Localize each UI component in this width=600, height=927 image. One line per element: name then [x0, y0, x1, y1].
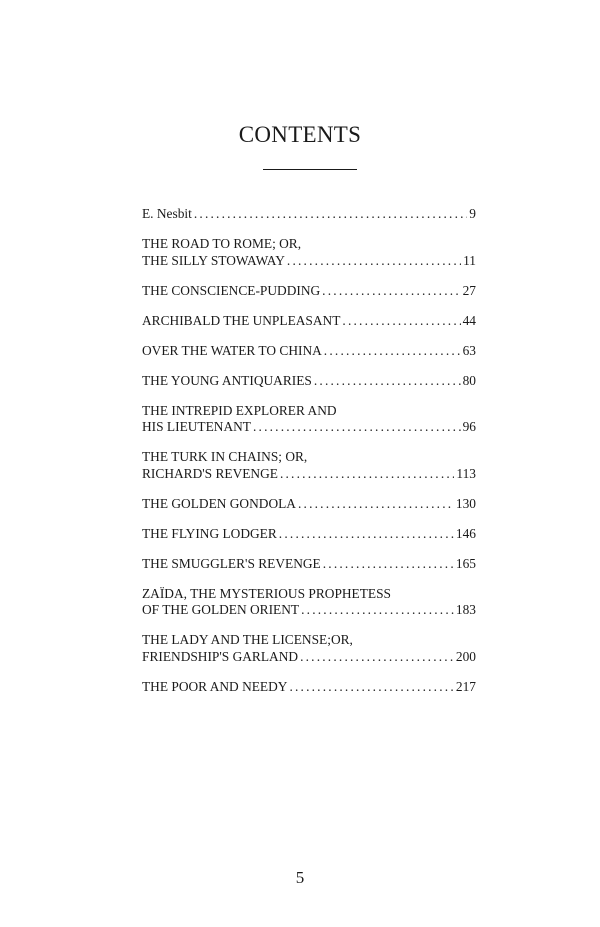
toc-entry-title: THE FLYING LODGER [142, 525, 277, 541]
toc-entry-title: HIS LIEUTENANT [142, 419, 251, 434]
toc-entry[interactable] [142, 343, 476, 360]
dot-leader [279, 526, 454, 543]
toc-entry-line-with-page [142, 602, 476, 619]
toc-entry-title: THE SILLY STOWAWAY [142, 252, 285, 268]
toc-entry[interactable] [142, 496, 476, 513]
toc-entry-page-number: 96 [462, 419, 476, 434]
toc-entry-line-with-page [142, 556, 476, 573]
toc-entry-line-with-page [142, 343, 476, 360]
toc-entry[interactable] [142, 206, 476, 223]
toc-entry-title: THE POOR AND NEEDY [142, 678, 288, 694]
toc-entry-line [142, 632, 476, 649]
toc-entry-title: THE GOLDEN GONDOLA [142, 495, 296, 511]
toc-entry-line-with-page [142, 313, 476, 330]
toc-entry-title: THE LADY AND THE LICENSE;OR, [142, 632, 353, 647]
toc-entry[interactable] [142, 679, 476, 696]
toc-entry-title: THE ROAD TO ROME; OR, [142, 236, 302, 251]
toc-entry-title: OVER THE WATER TO CHINA [142, 342, 322, 358]
dot-leader [300, 649, 454, 666]
toc-entry-title: THE TURK IN CHAINS; OR, [142, 449, 308, 464]
dot-leader [253, 419, 461, 436]
toc-entry-page-number: 183 [455, 602, 476, 617]
title-divider [263, 169, 357, 170]
dot-leader [324, 343, 461, 360]
toc-entry-title: THE YOUNG ANTIQUARIES [142, 372, 312, 388]
dot-leader [323, 556, 454, 573]
toc-entry-line-with-page [142, 419, 476, 436]
dot-leader [289, 679, 453, 696]
toc-entry-line-with-page [142, 253, 476, 270]
dot-leader [298, 496, 454, 513]
toc-entry-line [142, 403, 476, 420]
toc-entry-title: FRIENDSHIP'S GARLAND [142, 648, 299, 664]
toc-entry-line [142, 449, 476, 466]
toc-entry-title: OF THE GOLDEN ORIENT [142, 602, 300, 617]
toc-entry-line-with-page [142, 466, 476, 483]
toc-entry[interactable] [142, 526, 476, 543]
toc-entry-title: E. Nesbit [142, 206, 192, 221]
toc-entry-line-with-page [142, 283, 476, 300]
page-number: 5 [295, 868, 305, 887]
dot-leader [322, 283, 460, 300]
toc-entry[interactable] [142, 313, 476, 330]
toc-entry-page-number: 165 [455, 555, 476, 571]
toc-entry-page-number: 44 [462, 312, 476, 328]
table-of-contents [142, 206, 476, 709]
toc-entry-page-number: 113 [456, 465, 476, 481]
toc-entry-title: ARCHIBALD THE UNPLEASANT [142, 312, 341, 328]
toc-entry-line-with-page [142, 526, 476, 543]
dot-leader [280, 466, 454, 483]
toc-entry-page-number: 146 [455, 525, 476, 541]
toc-entry-page-number: 11 [463, 252, 476, 268]
toc-entry[interactable] [142, 403, 476, 436]
toc-entry-page-number: 9 [469, 206, 476, 221]
toc-entry[interactable] [142, 586, 476, 619]
toc-entry[interactable] [142, 632, 476, 665]
toc-entry-title: THE INTREPID EXPLORER AND [142, 402, 337, 418]
dot-leader [287, 253, 461, 270]
toc-entry-title: RICHARD'S REVENGE [142, 465, 278, 481]
toc-entry-line-with-page [142, 679, 476, 696]
toc-entry-title: THE CONSCIENCE-PUDDING [142, 282, 321, 298]
dot-leader [342, 313, 460, 330]
page-title: CONTENTS [238, 122, 362, 147]
toc-entry[interactable] [142, 449, 476, 482]
toc-entry[interactable] [142, 556, 476, 573]
toc-entry-page-number: 217 [455, 678, 476, 694]
toc-entry-line-with-page [142, 373, 476, 390]
dot-leader [194, 206, 467, 223]
toc-entry-title: THE SMUGGLER'S REVENGE [142, 555, 321, 571]
toc-entry-page-number: 63 [462, 342, 476, 358]
toc-entry-line [142, 586, 476, 603]
toc-entry-line-with-page [142, 496, 476, 513]
toc-entry-page-number: 27 [462, 282, 476, 298]
toc-entry-page-number: 130 [455, 495, 476, 511]
toc-entry-line-with-page [142, 206, 476, 223]
toc-entry[interactable] [142, 373, 476, 390]
dot-leader [301, 602, 454, 619]
toc-entry-page-number: 200 [455, 648, 476, 664]
toc-entry[interactable] [142, 236, 476, 269]
toc-entry-title: ZAÏDA, THE MYSTERIOUS PROPHETESS [142, 585, 391, 601]
dot-leader [314, 373, 461, 390]
toc-entry[interactable] [142, 283, 476, 300]
toc-entry-line-with-page [142, 649, 476, 666]
toc-entry-page-number: 80 [462, 372, 476, 388]
toc-entry-line [142, 236, 476, 253]
